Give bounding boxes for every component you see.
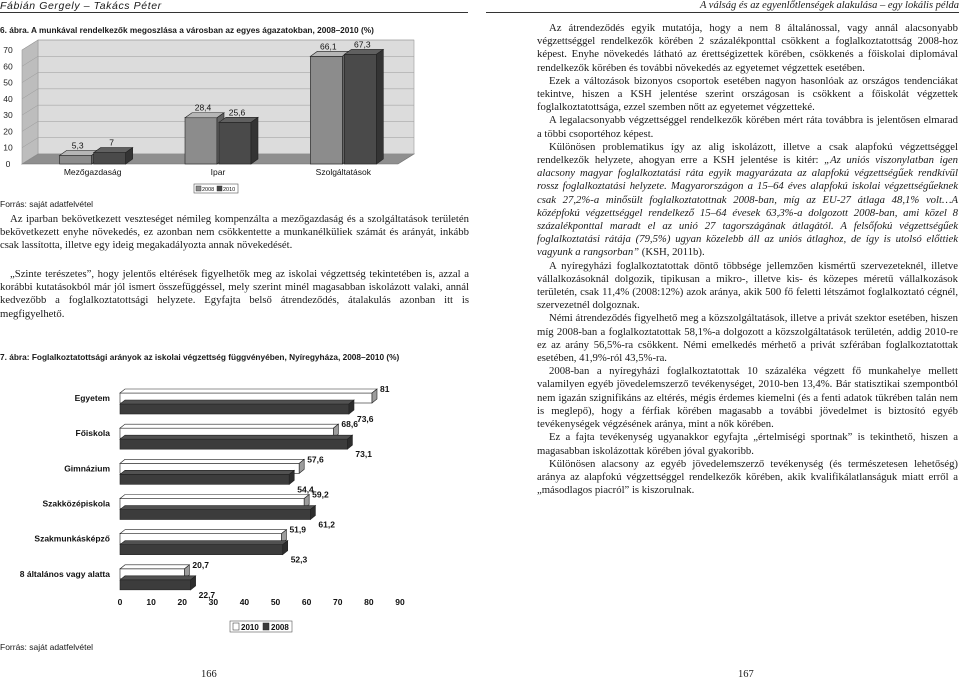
bar-side-2010 [251, 117, 258, 164]
data-label: 61,2 [318, 519, 335, 530]
x-tick-label: 0 [117, 597, 123, 607]
y-tick-label: 60 [3, 61, 13, 72]
figure-7-source: Forrás: saját adatfelvétel [0, 642, 94, 652]
data-label: 28,4 [194, 102, 212, 113]
running-header-left: Fábián Gergely – Takács Péter [0, 0, 468, 13]
bar-2008 [310, 56, 342, 164]
data-label: 68,6 [341, 419, 358, 430]
right-paragraph-6: Némi átrendeződés figyelhető meg a közszolgáltatások, illetve a privát szektor esetében, hiszen míg 2008-ban a foglalkoztatottak 58,1%-a dolgozott a közszolgáltatások területén, addig 2010-re ez az arány 56,5%-ra csökkent. Némi emelkedés mérhető a privát szférában foglalkoztatottak esetében, 41,9%-ról 43,5%-ra. [537, 312, 958, 365]
y-tick-label: 40 [3, 93, 13, 104]
bar-2008 [120, 510, 310, 520]
bar-top-2008 [120, 435, 352, 439]
bar-top-2008 [120, 400, 354, 404]
data-label: 73,6 [356, 414, 374, 424]
right-paragraph-3: A legalacsonyabb végzettséggel rendelkezők körében mért ráta továbbra is jelentősen elmarad a többi csoportéhoz képest. [537, 114, 958, 140]
legend-label: 2010 [241, 623, 259, 632]
x-tick-label: 80 [364, 597, 374, 607]
chart-legend [230, 621, 292, 632]
y-tick-label: 20 [3, 126, 13, 137]
page-number-left: 166 [201, 669, 217, 680]
chart-side-wall [22, 40, 38, 164]
left-paragraph-2: „Szinte terészetes”, hogy jelentős eltérések figyelhetők meg az iskolai végzettség tekintetében is, azzal a korábbi kutatásokból már jól ismert összefüggéssel, mely szerint minél magasabban iskolázott valaki, annál kedvezőbb a foglalkoztatottsági helyzete. Egyfajta belső átrendeződés, átalakulás azonban itt is megfigyelhető. [0, 268, 469, 320]
left-paragraph-1: Az iparban bekövetkezett veszteséget némileg kompenzálta a mezőgazdaság és a szolgáltatások területén bekövetkezett enyhe növekedés, ez azonban nem csökkentette a munkanélküliek számát és arányát, inkább csak lassította, illetve egy ideig megakadályozta annak növekedését. [0, 213, 469, 252]
category-label: Szolgáltatások [315, 167, 371, 177]
legend-swatch [196, 186, 201, 191]
right-column [537, 22, 958, 497]
category-label: 8 általános vagy alatta [19, 568, 110, 579]
figure-6-source: Forrás: saját adatfelvétel [0, 199, 94, 209]
data-label: 22,7 [198, 589, 216, 600]
education-employment-chart [0, 375, 470, 635]
y-tick-label: 30 [3, 110, 13, 121]
x-tick-label: 60 [301, 597, 312, 607]
sector-employment-chart [0, 38, 470, 198]
legend-swatch [233, 623, 239, 630]
category-label: Szakközépiskola [42, 498, 110, 509]
data-label: 59,2 [312, 489, 329, 500]
category-label: Ipar [210, 167, 226, 177]
bar-top-2010 [120, 565, 189, 569]
legend-swatch [217, 186, 222, 191]
right-paragraph-8: Ez a fajta tevékenység ugyanakkor egyfajta „értelmiségi sportnak” is tekinthető, hiszen a magasabban iskolázottak körében jóval gyakoribb. [537, 431, 958, 457]
right-paragraph-7: 2008-ban a nyíregyházi foglalkoztatottak 10 százaléka végzett fő munkahelye mellett valamilyen egyéb jövedelemszerző tevékenységet, 2010-ben 13,4%. Bár statisztikai szempontból nem igazán szignifikáns az eltérés, mégis érdemes kiemelni (és a fenti adatok tükrében talán nem is meglepő), hogy a férfiak körében magasabb a további jövedelmet is biztosító egyéb tevékenységek végzésének aránya, mint a nők körében. [537, 365, 958, 431]
bar-2008 [120, 439, 347, 449]
bar-2008 [120, 474, 289, 484]
x-tick-label: 10 [146, 597, 156, 607]
right-paragraph-4: Különösen problematikus így az alig iskolázott, illetve a csak alapfokú végzettséggel rendelkezők helyzete, ahogyan erre a KSH jelentése is kitér: „Az uniós viszonylatban igen alacsony magyar foglalkoztatási ráta egyik magyarázata az alapfokú végzettségűek rendkívül rossz foglalkoztatási helyzete. Magyarországon a 15–64 éves alapfokú iskolai végzettségűeknek csak 27,2%-a minősült foglalkoztatottnak 2008-ban, míg az EU-27 átlaga 48,1% volt…A középfokú végzettséggel rendelkező 15–64 évesek 63,3%-a dolgozott 2008-ban, ami közel 8 százalékponttal maradt el az unió 27 tagországának átlagától. A felsőfokú végzettségűek foglalkoztatási rátája (79,5%) ugyan közelebb áll az uniós átlaghoz, de így is utolsó előttiek vagyunk a rangsorban” (KSH, 2011b). [537, 140, 959, 259]
bar-top-2010 [120, 495, 309, 499]
running-header-right: A válság és az egyenlőtlenségek alakulása – egy lokális példa [486, 0, 959, 13]
y-tick-label: 0 [5, 159, 11, 169]
bar-2008 [60, 155, 92, 164]
bar-top-2010 [120, 459, 304, 463]
right-paragraph-1: Az átrendeződés egyik mutatója, hogy a nem 8 általánossal, vagy annál alacsonyabb végzettséggel rendelkezők körében 2 százalékponttal csökkent a foglalkoztatottság 2008-hoz képest. Enyhe növekedés látható az érettségizettek körében, csökkenés a főiskolai diplomával rendelkezők körében és további növekedés az egyetemet végzettek esetében. [537, 22, 958, 74]
bar-top-2008 [120, 576, 196, 580]
x-tick-label: 30 [208, 597, 219, 607]
category-label: Mezőgazdaság [63, 167, 122, 177]
bar-2008 [120, 580, 191, 590]
legend-label: 2008 [271, 623, 289, 632]
bar-top-2010 [120, 389, 377, 393]
right-paragraph-5: A nyíregyházi foglalkoztatottak döntő többsége jellemzően kismértű szervezeteknél, illetve vállalkozásoknál dolgozik, tipikusan a mikro-, illetve kis- és közepes méretű vállalkozások területén, csak 11,4% (2008:12%) azok aránya, akik 500 fő feletti létszámot foglalkoztató cégnél, szervezetnél dolgoznak. [537, 259, 958, 312]
data-label: 81 [380, 384, 390, 394]
bar-2008 [185, 118, 217, 164]
right-paragraph-2: Ezek a változások bizonyos csoportok esetében nagyon hasonlóak az országos tendenciákat tekintve, hiszen a KSH jelentése szerint országosan is csökkent a főiskolát végzettek foglalkoztatottsága, ezzel szemben nőtt az egyetemet végzetteké. [537, 74, 958, 114]
y-tick-label: 10 [3, 142, 13, 153]
data-label: 54,4 [297, 484, 314, 495]
bar-2010 [344, 54, 376, 164]
bar-top-2008 [120, 506, 315, 510]
bar-top-2010 [120, 530, 286, 534]
category-label: Egyetem [74, 393, 110, 403]
category-label: Szakmunkásképző [34, 533, 110, 544]
data-label: 52,3 [290, 554, 308, 565]
figure-7-caption: 7. ábra: Foglalkoztatottsági arányok az iskolai végzettség függvényében, Nyíregyháza, 2008–2010 (%) [0, 352, 400, 362]
y-tick-label: 50 [3, 77, 13, 88]
x-tick-label: 50 [270, 597, 281, 607]
figure-6-caption: 6. ábra. A munkával rendelkezők megoszlása a városban az egyes ágazatokban, 2008–2010 (%) [0, 25, 374, 35]
legend-label: 2008 [202, 187, 215, 193]
x-tick-label: 40 [239, 597, 250, 607]
data-label: 25,6 [228, 107, 246, 118]
bar-2008 [120, 404, 349, 414]
data-label: 5,3 [71, 140, 84, 151]
right-paragraph-9: Különösen alacsony az egyéb jövedelemszerző tevékenység (és természetesen lehetőség) aránya az alapfokú végzettséggel rendelkezők körében, akik kvalifikálatlanságuk miatt erről a „másodlagos piacról” is kiszorulnak. [537, 457, 958, 497]
category-label: Gimnázium [64, 463, 110, 474]
y-tick-label: 70 [3, 45, 13, 55]
x-tick-label: 70 [333, 597, 343, 607]
data-label: 7 [109, 137, 115, 148]
bar-2010 [219, 122, 251, 164]
data-label: 67,3 [354, 39, 371, 50]
bar-top-2010 [120, 424, 338, 428]
legend-label: 2010 [223, 187, 236, 193]
data-label: 57,6 [307, 454, 324, 465]
legend-swatch [263, 623, 269, 630]
data-label: 66,1 [320, 41, 337, 52]
page-number-right: 167 [738, 669, 754, 680]
x-tick-label: 90 [395, 597, 405, 607]
bar-top-2008 [120, 541, 288, 545]
bar-2010 [94, 153, 126, 164]
data-label: 73,1 [355, 449, 372, 460]
data-label: 51,9 [289, 524, 307, 535]
bar-top-2008 [120, 470, 294, 474]
bar-side-2010 [376, 49, 383, 164]
data-label: 20,7 [192, 559, 209, 570]
chart-legend [194, 184, 238, 193]
x-tick-label: 20 [177, 597, 187, 607]
category-label: Főiskola [75, 428, 110, 439]
bar-2008 [120, 545, 283, 555]
